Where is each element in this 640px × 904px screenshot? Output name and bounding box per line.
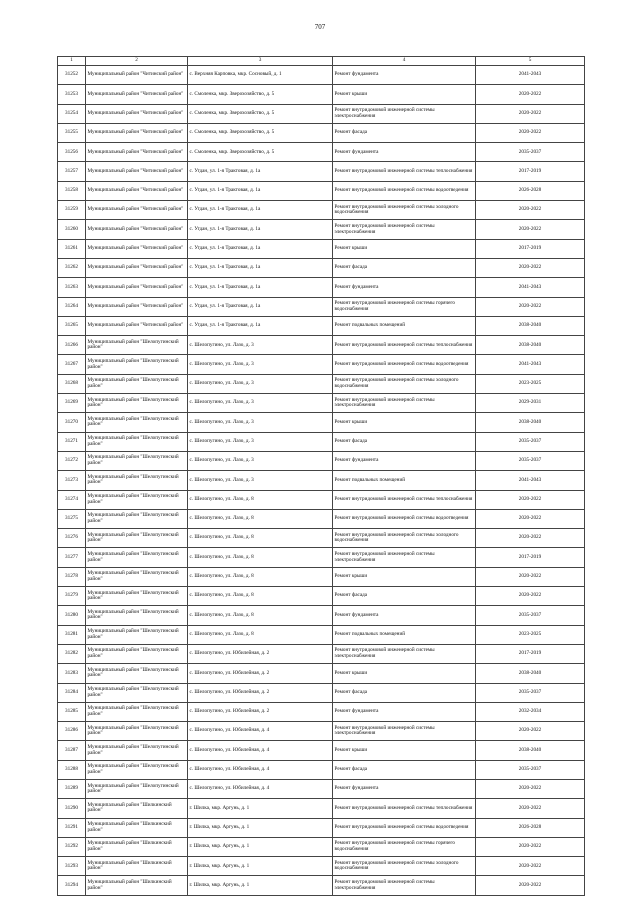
municipality-cell: Муниципальный район "Шилкинский район" <box>86 837 188 856</box>
table-row <box>58 432 585 451</box>
municipality-cell: Муниципальный район "Шелопугинский район" <box>86 413 188 432</box>
address-cell: с. Шелопугино, ул. Лазо, д. 8 <box>188 529 333 548</box>
table-row <box>58 818 585 837</box>
table-row <box>58 471 585 490</box>
municipality-cell: Муниципальный район "Шилкинский район" <box>86 857 188 876</box>
table-row <box>58 683 585 702</box>
table-row <box>58 162 585 181</box>
address-cell: с. Угдан, ул. 1-я Трактовая, д. 1а <box>188 162 333 181</box>
table-row <box>58 123 585 142</box>
row-number-cell: 31263 <box>58 278 86 297</box>
municipality-cell: Муниципальный район "Шелопугинский район" <box>86 355 188 374</box>
row-number-cell: 31291 <box>58 818 86 837</box>
table-row <box>58 104 585 123</box>
period-cell: 2026-2028 <box>476 818 585 837</box>
municipality-cell: Муниципальный район "Шелопугинский район" <box>86 374 188 393</box>
address-cell: с. Угдан, ул. 1-я Трактовая, д. 1а <box>188 297 333 316</box>
address-cell: с. Шелопугино, ул. Лазо, д. 3 <box>188 432 333 451</box>
municipality-cell: Муниципальный район "Читинский район" <box>86 66 188 85</box>
work-type-cell: Ремонт фасада <box>333 432 476 451</box>
work-type-cell: Ремонт внутридомовой инженерной системы водоотведения <box>333 818 476 837</box>
work-type-cell: Ремонт фундамента <box>333 606 476 625</box>
row-number-cell: 31258 <box>58 181 86 200</box>
municipality-cell: Муниципальный район "Шелопугинский район" <box>86 471 188 490</box>
municipality-cell: Муниципальный район "Читинский район" <box>86 239 188 258</box>
address-cell: с. Шелопугино, ул. Лазо, д. 8 <box>188 587 333 606</box>
row-number-cell: 31272 <box>58 451 86 470</box>
period-cell: 2035-2037 <box>476 451 585 470</box>
address-cell: г. Шилка, мкр. Аргунь, д. 1 <box>188 857 333 876</box>
row-number-cell: 31256 <box>58 143 86 162</box>
municipality-cell: Муниципальный район "Читинский район" <box>86 143 188 162</box>
work-type-cell: Ремонт внутридомовой инженерной системы холодного водоснабжения <box>333 374 476 393</box>
period-cell: 2020-2022 <box>476 123 585 142</box>
municipality-cell: Муниципальный район "Шелопугинский район" <box>86 702 188 721</box>
municipality-cell: Муниципальный район "Шилкинский район" <box>86 799 188 818</box>
period-cell: 2041-2043 <box>476 66 585 85</box>
period-cell: 2041-2043 <box>476 471 585 490</box>
period-cell: 2038-2040 <box>476 336 585 355</box>
address-cell: г. Шилка, мкр. Аргунь, д. 1 <box>188 818 333 837</box>
address-cell: г. Шилка, мкр. Аргунь, д. 1 <box>188 876 333 895</box>
address-cell: с. Шелопугино, ул. Лазо, д. 3 <box>188 413 333 432</box>
row-number-cell: 31288 <box>58 760 86 779</box>
address-cell: с. Шелопугино, ул. Лазо, д. 8 <box>188 625 333 644</box>
period-cell: 2023-2025 <box>476 625 585 644</box>
table-row <box>58 760 585 779</box>
row-number-cell: 31276 <box>58 529 86 548</box>
municipality-cell: Муниципальный район "Шелопугинский район" <box>86 509 188 528</box>
address-cell: г. Шилка, мкр. Аргунь, д. 1 <box>188 837 333 856</box>
address-cell: с. Шелопугино, ул. Лазо, д. 8 <box>188 509 333 528</box>
table-row <box>58 741 585 760</box>
row-number-cell: 31278 <box>58 567 86 586</box>
municipality-cell: Муниципальный район "Шелопугинский район" <box>86 587 188 606</box>
table-row <box>58 201 585 220</box>
header-col-2: 2 <box>86 57 188 66</box>
work-type-cell: Ремонт внутридомовой инженерной системы электроснабжения <box>333 220 476 239</box>
address-cell: с. Верхняя Карповка, мкр. Сосновый, д. 1 <box>188 66 333 85</box>
address-cell: с. Шелопугино, ул. Лазо, д. 3 <box>188 374 333 393</box>
table-row <box>58 181 585 200</box>
address-cell: с. Шелопугино, ул. Лазо, д. 3 <box>188 394 333 413</box>
address-cell: с. Шелопугино, ул. Лазо, д. 8 <box>188 567 333 586</box>
municipality-cell: Муниципальный район "Шелопугинский район" <box>86 644 188 663</box>
period-cell: 2020-2022 <box>476 220 585 239</box>
table-row <box>58 413 585 432</box>
address-cell: с. Шелопугино, ул. Юбилейная, д. 2 <box>188 644 333 663</box>
period-cell: 2020-2022 <box>476 779 585 798</box>
period-cell: 2035-2037 <box>476 606 585 625</box>
work-type-cell: Ремонт фасада <box>333 258 476 277</box>
address-cell: с. Шелопугино, ул. Юбилейная, д. 4 <box>188 722 333 741</box>
municipality-cell: Муниципальный район "Шелопугинский район" <box>86 625 188 644</box>
period-cell: 2020-2022 <box>476 490 585 509</box>
address-cell: с. Шелопугино, ул. Юбилейная, д. 2 <box>188 664 333 683</box>
row-number-cell: 31270 <box>58 413 86 432</box>
row-number-cell: 31259 <box>58 201 86 220</box>
table-row <box>58 529 585 548</box>
work-type-cell: Ремонт подвальных помещений <box>333 471 476 490</box>
period-cell: 2020-2022 <box>476 587 585 606</box>
row-number-cell: 31293 <box>58 857 86 876</box>
municipality-cell: Муниципальный район "Читинский район" <box>86 201 188 220</box>
table-row <box>58 374 585 393</box>
work-type-cell: Ремонт фасада <box>333 123 476 142</box>
work-type-cell: Ремонт внутридомовой инженерной системы теплоснабжения <box>333 336 476 355</box>
period-cell: 2038-2040 <box>476 413 585 432</box>
address-cell: с. Шелопугино, ул. Юбилейная, д. 4 <box>188 741 333 760</box>
row-number-cell: 31255 <box>58 123 86 142</box>
work-type-cell: Ремонт подвальных помещений <box>333 316 476 335</box>
row-number-cell: 31268 <box>58 374 86 393</box>
row-number-cell: 31252 <box>58 66 86 85</box>
table-row <box>58 490 585 509</box>
municipality-cell: Муниципальный район "Читинский район" <box>86 316 188 335</box>
municipality-cell: Муниципальный район "Читинский район" <box>86 181 188 200</box>
row-number-cell: 31280 <box>58 606 86 625</box>
row-number-cell: 31257 <box>58 162 86 181</box>
header-col-5: 5 <box>476 57 585 66</box>
table-row <box>58 336 585 355</box>
work-type-cell: Ремонт крыши <box>333 664 476 683</box>
municipality-cell: Муниципальный район "Читинский район" <box>86 85 188 104</box>
table-row <box>58 220 585 239</box>
address-cell: с. Шелопугино, ул. Юбилейная, д. 4 <box>188 779 333 798</box>
table-row <box>58 876 585 895</box>
period-cell: 2035-2037 <box>476 683 585 702</box>
municipality-cell: Муниципальный район "Читинский район" <box>86 258 188 277</box>
municipality-cell: Муниципальный район "Читинский район" <box>86 123 188 142</box>
municipality-cell: Муниципальный район "Читинский район" <box>86 220 188 239</box>
period-cell: 2032-2034 <box>476 702 585 721</box>
period-cell: 2035-2037 <box>476 432 585 451</box>
work-type-cell: Ремонт внутридомовой инженерной системы электроснабжения <box>333 104 476 123</box>
address-cell: с. Шелопугино, ул. Лазо, д. 3 <box>188 451 333 470</box>
period-cell: 2020-2022 <box>476 104 585 123</box>
municipality-cell: Муниципальный район "Шелопугинский район" <box>86 567 188 586</box>
work-type-cell: Ремонт внутридомовой инженерной системы горячего водоснабжения <box>333 297 476 316</box>
work-type-cell: Ремонт фасада <box>333 587 476 606</box>
table-row <box>58 451 585 470</box>
address-cell: с. Смоленка, мкр. Зверохозяйство, д. 5 <box>188 143 333 162</box>
work-type-cell: Ремонт фасада <box>333 760 476 779</box>
row-number-cell: 31281 <box>58 625 86 644</box>
table-row <box>58 625 585 644</box>
header-row <box>58 57 585 66</box>
period-cell: 2020-2022 <box>476 509 585 528</box>
municipality-cell: Муниципальный район "Читинский район" <box>86 278 188 297</box>
work-type-cell: Ремонт внутридомовой инженерной системы электроснабжения <box>333 644 476 663</box>
work-type-cell: Ремонт фундамента <box>333 702 476 721</box>
work-type-cell: Ремонт внутридомовой инженерной системы теплоснабжения <box>333 799 476 818</box>
work-type-cell: Ремонт внутридомовой инженерной системы водоотведения <box>333 181 476 200</box>
period-cell: 2017-2019 <box>476 644 585 663</box>
table-row <box>58 664 585 683</box>
row-number-cell: 31274 <box>58 490 86 509</box>
work-type-cell: Ремонт фасада <box>333 683 476 702</box>
table-row <box>58 316 585 335</box>
address-cell: с. Шелопугино, ул. Лазо, д. 3 <box>188 471 333 490</box>
address-cell: с. Шелопугино, ул. Юбилейная, д. 4 <box>188 760 333 779</box>
address-cell: с. Угдан, ул. 1-я Трактовая, д. 1а <box>188 316 333 335</box>
work-type-cell: Ремонт внутридомовой инженерной системы холодного водоснабжения <box>333 201 476 220</box>
work-type-cell: Ремонт фундамента <box>333 143 476 162</box>
address-cell: с. Угдан, ул. 1-я Трактовая, д. 1а <box>188 239 333 258</box>
address-cell: с. Шелопугино, ул. Лазо, д. 8 <box>188 606 333 625</box>
work-type-cell: Ремонт крыши <box>333 85 476 104</box>
work-type-cell: Ремонт крыши <box>333 239 476 258</box>
row-number-cell: 31286 <box>58 722 86 741</box>
table-row <box>58 548 585 567</box>
table-row <box>58 85 585 104</box>
work-type-cell: Ремонт крыши <box>333 567 476 586</box>
table-header <box>58 57 585 66</box>
period-cell: 2029-2031 <box>476 394 585 413</box>
table-row <box>58 143 585 162</box>
address-cell: с. Шелопугино, ул. Лазо, д. 8 <box>188 548 333 567</box>
table-row <box>58 297 585 316</box>
register-table <box>57 56 585 896</box>
period-cell: 2020-2022 <box>476 85 585 104</box>
period-cell: 2038-2040 <box>476 316 585 335</box>
period-cell: 2020-2022 <box>476 837 585 856</box>
row-number-cell: 31292 <box>58 837 86 856</box>
municipality-cell: Муниципальный район "Читинский район" <box>86 104 188 123</box>
address-cell: с. Угдан, ул. 1-я Трактовая, д. 1а <box>188 181 333 200</box>
work-type-cell: Ремонт крыши <box>333 413 476 432</box>
period-cell: 2020-2022 <box>476 201 585 220</box>
row-number-cell: 31262 <box>58 258 86 277</box>
header-col-1: 1 <box>58 57 86 66</box>
period-cell: 2020-2022 <box>476 529 585 548</box>
period-cell: 2041-2043 <box>476 355 585 374</box>
row-number-cell: 31273 <box>58 471 86 490</box>
municipality-cell: Муниципальный район "Читинский район" <box>86 162 188 181</box>
row-number-cell: 31294 <box>58 876 86 895</box>
municipality-cell: Муниципальный район "Шелопугинский район" <box>86 336 188 355</box>
period-cell: 2035-2037 <box>476 760 585 779</box>
row-number-cell: 31269 <box>58 394 86 413</box>
row-number-cell: 31287 <box>58 741 86 760</box>
row-number-cell: 31271 <box>58 432 86 451</box>
period-cell: 2020-2022 <box>476 722 585 741</box>
header-col-4: 4 <box>333 57 476 66</box>
table-row <box>58 567 585 586</box>
municipality-cell: Муниципальный район "Шелопугинский район" <box>86 741 188 760</box>
work-type-cell: Ремонт фундамента <box>333 451 476 470</box>
row-number-cell: 31266 <box>58 336 86 355</box>
header-col-3: 3 <box>188 57 333 66</box>
period-cell: 2020-2022 <box>476 876 585 895</box>
row-number-cell: 31261 <box>58 239 86 258</box>
municipality-cell: Муниципальный район "Шелопугинский район" <box>86 683 188 702</box>
table-row <box>58 606 585 625</box>
municipality-cell: Муниципальный район "Шелопугинский район" <box>86 664 188 683</box>
address-cell: с. Угдан, ул. 1-я Трактовая, д. 1а <box>188 220 333 239</box>
address-cell: г. Шилка, мкр. Аргунь, д. 1 <box>188 799 333 818</box>
table-row <box>58 239 585 258</box>
row-number-cell: 31279 <box>58 587 86 606</box>
municipality-cell: Муниципальный район "Шелопугинский район" <box>86 760 188 779</box>
table-row <box>58 837 585 856</box>
period-cell: 2038-2040 <box>476 741 585 760</box>
row-number-cell: 31283 <box>58 664 86 683</box>
table-row <box>58 394 585 413</box>
period-cell: 2017-2019 <box>476 162 585 181</box>
work-type-cell: Ремонт внутридомовой инженерной системы водоотведения <box>333 509 476 528</box>
work-type-cell: Ремонт внутридомовой инженерной системы электроснабжения <box>333 548 476 567</box>
table-row <box>58 722 585 741</box>
address-cell: с. Смоленка, мкр. Зверохозяйство, д. 5 <box>188 85 333 104</box>
municipality-cell: Муниципальный район "Шилкинский район" <box>86 818 188 837</box>
row-number-cell: 31264 <box>58 297 86 316</box>
row-number-cell: 31275 <box>58 509 86 528</box>
table-row <box>58 258 585 277</box>
row-number-cell: 31285 <box>58 702 86 721</box>
period-cell: 2020-2022 <box>476 297 585 316</box>
row-number-cell: 31254 <box>58 104 86 123</box>
table-row <box>58 702 585 721</box>
period-cell: 2017-2019 <box>476 548 585 567</box>
period-cell: 2020-2022 <box>476 857 585 876</box>
table-body <box>58 66 585 896</box>
work-type-cell: Ремонт внутридомовой инженерной системы холодного водоснабжения <box>333 857 476 876</box>
address-cell: с. Шелопугино, ул. Лазо, д. 8 <box>188 490 333 509</box>
work-type-cell: Ремонт фундамента <box>333 779 476 798</box>
row-number-cell: 31265 <box>58 316 86 335</box>
work-type-cell: Ремонт внутридомовой инженерной системы электроснабжения <box>333 722 476 741</box>
address-cell: с. Шелопугино, ул. Лазо, д. 3 <box>188 336 333 355</box>
address-cell: с. Угдан, ул. 1-я Трактовая, д. 1а <box>188 278 333 297</box>
row-number-cell: 31260 <box>58 220 86 239</box>
period-cell: 2038-2040 <box>476 664 585 683</box>
address-cell: с. Угдан, ул. 1-я Трактовая, д. 1а <box>188 201 333 220</box>
table-row <box>58 66 585 85</box>
period-cell: 2026-2028 <box>476 181 585 200</box>
table-row <box>58 587 585 606</box>
work-type-cell: Ремонт внутридомовой инженерной системы холодного водоснабжения <box>333 529 476 548</box>
period-cell: 2020-2022 <box>476 258 585 277</box>
municipality-cell: Муниципальный район "Шелопугинский район" <box>86 529 188 548</box>
row-number-cell: 31282 <box>58 644 86 663</box>
table-row <box>58 799 585 818</box>
municipality-cell: Муниципальный район "Шелопугинский район" <box>86 451 188 470</box>
work-type-cell: Ремонт внутридомовой инженерной системы горячего водоснабжения <box>333 837 476 856</box>
work-type-cell: Ремонт подвальных помещений <box>333 625 476 644</box>
municipality-cell: Муниципальный район "Шелопугинский район" <box>86 490 188 509</box>
work-type-cell: Ремонт внутридомовой инженерной системы водоотведения <box>333 355 476 374</box>
municipality-cell: Муниципальный район "Шелопугинский район" <box>86 606 188 625</box>
address-cell: с. Шелопугино, ул. Юбилейная, д. 2 <box>188 702 333 721</box>
address-cell: с. Смоленка, мкр. Зверохозяйство, д. 5 <box>188 123 333 142</box>
period-cell: 2041-2043 <box>476 278 585 297</box>
work-type-cell: Ремонт внутридомовой инженерной системы электроснабжения <box>333 394 476 413</box>
municipality-cell: Муниципальный район "Шелопугинский район" <box>86 394 188 413</box>
address-cell: с. Шелопугино, ул. Юбилейная, д. 2 <box>188 683 333 702</box>
table-row <box>58 857 585 876</box>
work-type-cell: Ремонт внутридомовой инженерной системы электроснабжения <box>333 876 476 895</box>
table-row <box>58 779 585 798</box>
work-type-cell: Ремонт фундамента <box>333 278 476 297</box>
municipality-cell: Муниципальный район "Шелопугинский район" <box>86 548 188 567</box>
table-row <box>58 509 585 528</box>
municipality-cell: Муниципальный район "Шелопугинский район" <box>86 722 188 741</box>
period-cell: 2017-2019 <box>476 239 585 258</box>
row-number-cell: 31289 <box>58 779 86 798</box>
period-cell: 2023-2025 <box>476 374 585 393</box>
work-type-cell: Ремонт внутридомовой инженерной системы теплоснабжения <box>333 490 476 509</box>
work-type-cell: Ремонт фундамента <box>333 66 476 85</box>
address-cell: с. Шелопугино, ул. Лазо, д. 3 <box>188 355 333 374</box>
municipality-cell: Муниципальный район "Шелопугинский район" <box>86 779 188 798</box>
row-number-cell: 31267 <box>58 355 86 374</box>
address-cell: с. Смоленка, мкр. Зверохозяйство, д. 5 <box>188 104 333 123</box>
period-cell: 2020-2022 <box>476 567 585 586</box>
table-row <box>58 355 585 374</box>
work-type-cell: Ремонт крыши <box>333 741 476 760</box>
row-number-cell: 31284 <box>58 683 86 702</box>
period-cell: 2035-2037 <box>476 143 585 162</box>
municipality-cell: Муниципальный район "Шелопугинский район" <box>86 432 188 451</box>
address-cell: с. Угдан, ул. 1-я Трактовая, д. 1а <box>188 258 333 277</box>
page-number: 707 <box>314 23 326 31</box>
row-number-cell: 31253 <box>58 85 86 104</box>
row-number-cell: 31290 <box>58 799 86 818</box>
municipality-cell: Муниципальный район "Шилкинский район" <box>86 876 188 895</box>
table-row <box>58 278 585 297</box>
work-type-cell: Ремонт внутридомовой инженерной системы теплоснабжения <box>333 162 476 181</box>
period-cell: 2020-2022 <box>476 799 585 818</box>
municipality-cell: Муниципальный район "Читинский район" <box>86 297 188 316</box>
table-row <box>58 644 585 663</box>
row-number-cell: 31277 <box>58 548 86 567</box>
